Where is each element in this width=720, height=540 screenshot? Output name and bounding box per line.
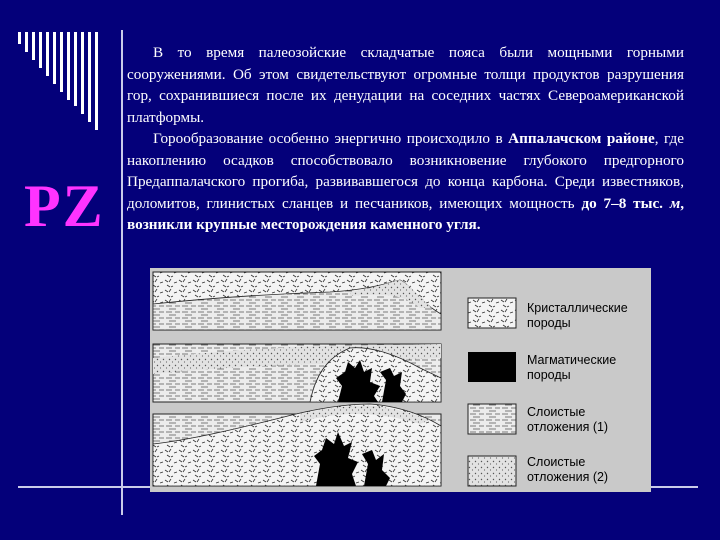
legend-swatch-crystalline [468, 298, 516, 328]
legend-label: породы [527, 316, 571, 330]
legend-label: Слоистые [527, 455, 586, 469]
legend-swatch-magmatic [468, 352, 516, 382]
legend-swatch-layered-2 [468, 456, 516, 486]
section-panel-3 [153, 404, 441, 486]
legend-label: Слоистые [527, 405, 586, 419]
legend [468, 298, 628, 486]
legend-label: отложения (1) [527, 420, 609, 434]
paragraph-2 [127, 128, 684, 236]
legend-label: Магматические [527, 353, 617, 367]
p2-bold-region: Аппалачском районе [508, 130, 655, 147]
p2-bold-thickness: до 7–8 тыс. [581, 194, 663, 212]
legend-label: отложения (2) [527, 470, 609, 484]
p2-space [663, 195, 670, 212]
p2-text: Горообразование особенно энергично происходило в [153, 130, 509, 147]
p2-text-2: , где накоплению осадков способствовало возникновение глубокого предгорного Предаппалачского прогиба, развивавшегося до конца карбона. Среди известняков, доломитов, глинистых сланцев и песчаников, имеющих мощность [127, 130, 684, 212]
section-panel-2 [153, 344, 441, 402]
p2-bold-coal: , возникли крупные месторождения каменного угля. [127, 194, 685, 233]
slide-text [127, 42, 684, 236]
legend-label: Кристаллические [527, 301, 628, 315]
section-panel-1 [153, 272, 441, 330]
era-badge: PZ [24, 173, 105, 239]
legend-label: породы [527, 368, 571, 382]
paragraph-1: В то время палеозойские складчатые пояса были мощными горными сооружениями. Об этом свидетельствуют огромные толщи продуктов разрушения гор, сохранившиеся после их денудации на соседних частях Североамериканской платформы. [127, 44, 684, 126]
geology-figure [150, 268, 651, 492]
legend-swatch-layered-1 [468, 404, 516, 434]
p2-unit: м [669, 194, 681, 212]
vertical-rule [121, 30, 123, 515]
